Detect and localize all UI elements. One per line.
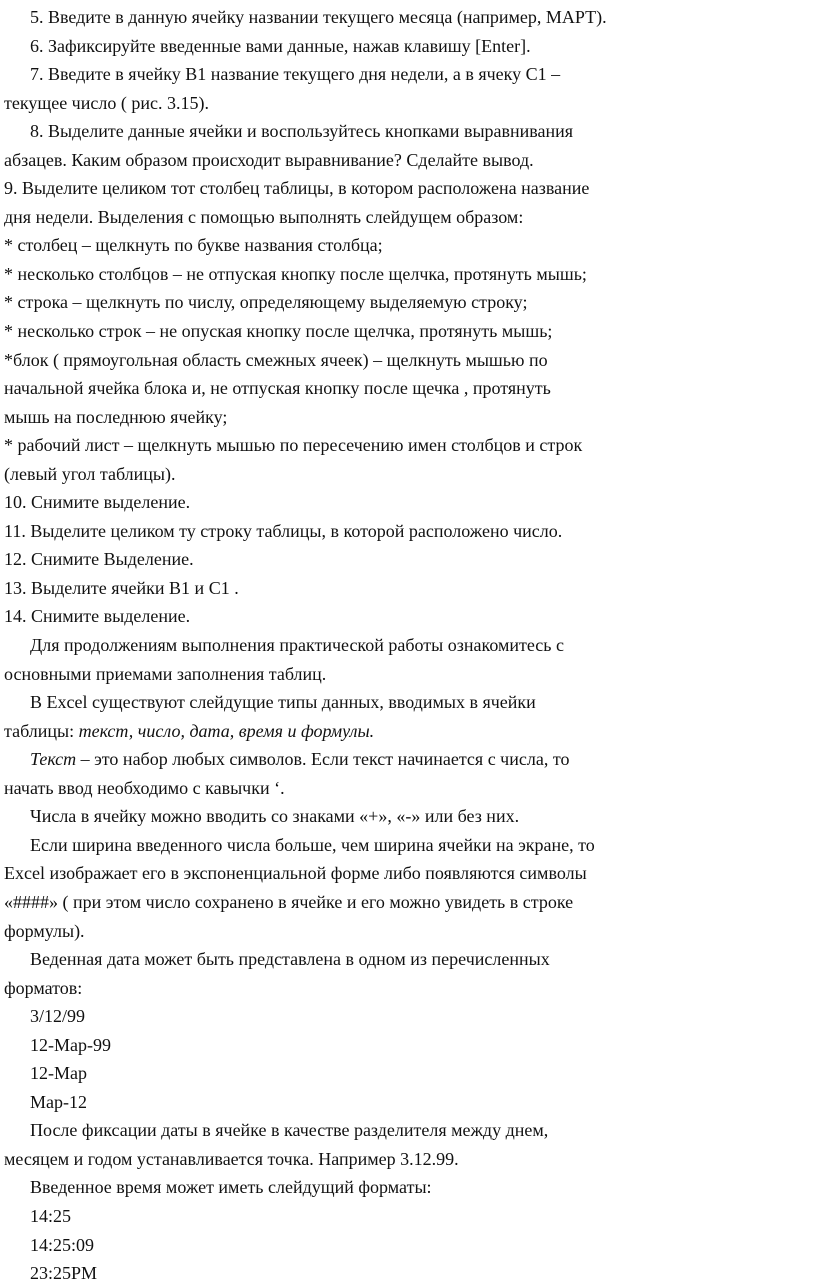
time-example-2: 14:25:09 [30,1234,95,1255]
date-formats-line-2: форматов: [4,977,83,998]
time-formats-line: Введенное время может иметь слейдущий форматы: [30,1177,432,1198]
bullet-sheet-line-2: (левый угол таблицы). [4,463,176,484]
width-para-line-2: Excel изображает его в экспоненциальной форме либо появляются символы [4,863,587,884]
data-types-list: текст, число, дата, время и формулы. [78,720,375,741]
step-13-line: 13. Выделите ячейки В1 и С1 . [4,577,239,598]
step-7-line-1: 7. Введите в ячейку В1 название текущего дня недели, а в ячеку С1 – [30,64,561,85]
bullet-columns: * несколько столбцов – не отпуская кнопку после щелчка, протянуть мышь; [4,263,587,284]
document-page [4,3,812,1288]
date-example-4: Мар-12 [30,1091,87,1112]
bullet-rows: * несколько строк – не опуская кнопку после щелчка, протянуть мышь; [4,321,553,342]
text-def-line-2: начать ввод необходимо с кавычки ‘. [4,777,285,798]
step-8-line-1: 8. Выделите данные ячейки и воспользуйтесь кнопками выравнивания [30,121,574,142]
data-types-prefix: таблицы: [4,720,79,741]
data-types-line-1: В Excel существуют слейдущие типы данных, вводимых в ячейки [30,692,536,713]
step-8-line-2: абзацев. Каким образом происходит выравнивание? Сделайте вывод. [4,149,534,170]
data-types-line-2 [4,717,812,746]
date-separator-line-1: После фиксации даты в ячейке в качестве разделителя между днем, [30,1120,549,1141]
time-example-3: 23:25PM [30,1263,98,1284]
step-12-line: 12. Снимите Выделение. [4,549,194,570]
continue-para-line-1: Для продолжениям выполнения практической работы ознакомитесь с [30,635,564,656]
step-14-line: 14. Снимите выделение. [4,606,191,627]
text-def-line-1 [4,745,812,774]
text-definition: – это набор любых символов. Если текст начинается с числа, то [76,749,570,770]
width-para-line-4: формулы). [4,920,85,941]
bullet-sheet-line-1: * рабочий лист – щелкнуть мышью по пересечению имен столбцов и строк [4,435,583,456]
text-term: Текст [30,749,77,770]
step-6-line: 6. Зафиксируйте введенные вами данные, нажав клавишу [Enter]. [30,35,531,56]
numbers-line: Числа в ячейку можно вводить со знаками «+», «-» или без них. [30,806,520,827]
bullet-block-line-2: начальной ячейка блока и, не отпуская кнопку после щечка , протянуть [4,378,551,399]
bullet-column: * столбец – щелкнуть по букве названия столбца; [4,235,383,256]
step-5-line: 5. Введите в данную ячейку названии текущего месяца (например, МАРТ). [30,7,607,27]
time-example-1: 14:25 [30,1205,72,1226]
date-formats-line-1: Веденная дата может быть представлена в одном из перечисленных [30,949,550,970]
step-11-line: 11. Выделите целиком ту строку таблицы, в которой расположено число. [4,520,563,541]
step-9-line-2: дня недели. Выделения с помощью выполнять слейдущем образом: [4,206,524,227]
bullet-block-line-1: *блок ( прямоугольная область смежных ячеек) – щелкнуть мышью по [4,349,548,370]
step-9-line-1: 9. Выделите целиком тот столбец таблицы, в котором расположена название [4,178,590,199]
step-10-line: 10. Снимите выделение. [4,492,191,513]
date-separator-line-2: месяцем и годом устанавливается точка. Например 3.12.99. [4,1148,459,1169]
bullet-row: * строка – щелкнуть по числу, определяющему выделяемую строку; [4,292,528,313]
width-para-line-3: «####» ( при этом число сохранено в ячейке и его можно увидеть в строке [4,891,574,912]
date-example-1: 3/12/99 [30,1006,86,1027]
width-para-line-1: Если ширина введенного числа больше, чем ширина ячейки на экране, то [30,834,595,855]
date-example-3: 12-Мар [30,1063,87,1084]
date-example-2: 12-Мар-99 [30,1034,111,1055]
bullet-block-line-3: мышь на последнюю ячейку; [4,406,228,427]
continue-para-line-2: основными приемами заполнения таблиц. [4,663,327,684]
step-7-line-2: текущее число ( рис. 3.15). [4,92,209,113]
